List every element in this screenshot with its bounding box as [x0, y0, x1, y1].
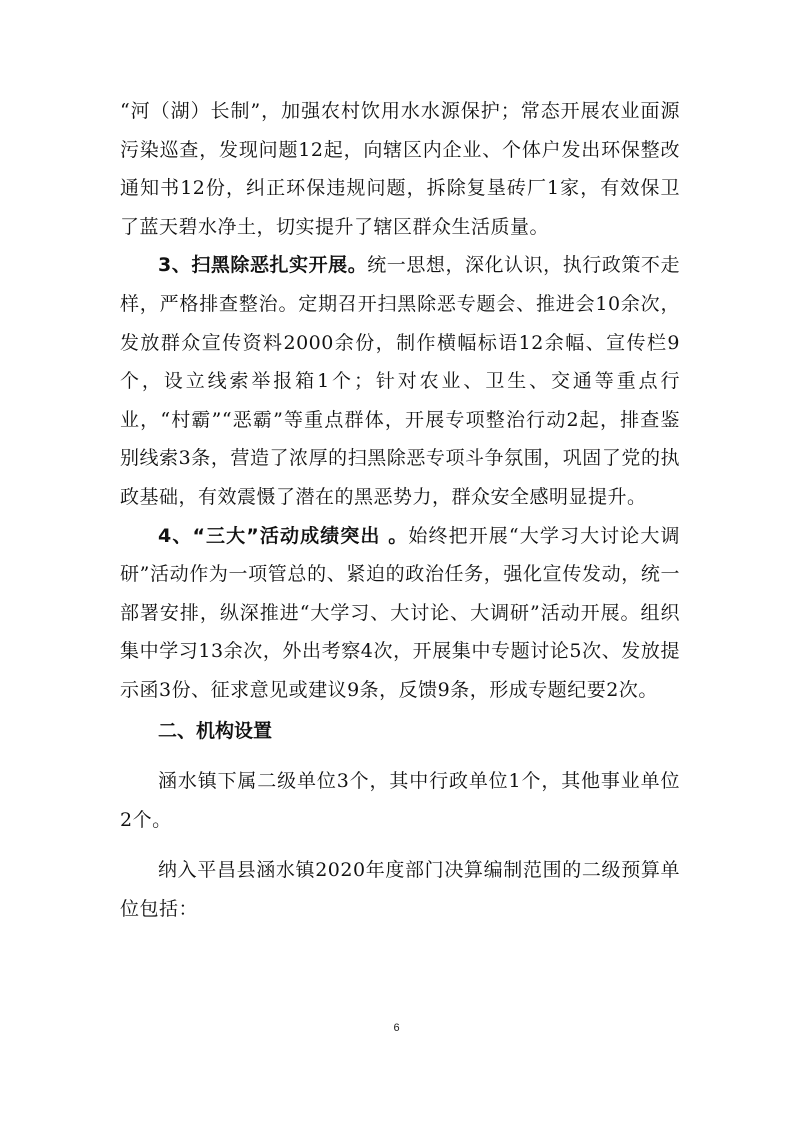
- document-body: [120, 92, 680, 928]
- three-activities-heading: 4、“三大”活动成绩突出 。: [158, 524, 409, 547]
- three-activities-text: 始终把开展“大学习大讨论大调研”活动作为一项管总的、紧迫的政治任务，强化宣传发动，统一部署安排，纵深推进“大学习、大讨论、大调研”活动开展。组织集中学习13余次，外出考察4次，开展集中专题讨论5次、发放提示函3份、征求意见或建议9条，反馈9条，形成专题纪要2次。: [120, 524, 681, 701]
- spacer: [120, 750, 680, 762]
- paragraph-budget-units: 纳入平昌县涵水镇2020年度部门决算编制范围的二级预算单位包括：: [120, 859, 680, 920]
- page-number: 6: [393, 1022, 400, 1034]
- paragraph-environment: [120, 92, 680, 246]
- paragraph-anti-crime: [120, 246, 680, 516]
- section-heading-organization: 二、机构设置: [158, 719, 273, 742]
- spacer: [120, 839, 680, 851]
- paragraph-three-activities: [120, 517, 680, 710]
- paragraph-environment-text: “河（湖）长制”，加强农村饮用水水源保护；常态开展农业面源污染巡查，发现问题12起，向辖区内企业、个体户发出环保整改通知书12份，纠正环保违规问题，拆除复垦砖厂1家，有效保卫了蓝天碧水净土，切实提升了辖区群众生活质量。: [120, 100, 680, 238]
- anti-crime-heading: 3、扫黑除恶扎实开展。: [158, 254, 368, 277]
- anti-crime-text: 统一思想，深化认识，执行政策不走样，严格排查整治。定期召开扫黑除恶专题会、推进会10余次，发放群众宣传资料2000余份，制作横幅标语12余幅、宣传栏9个，设立线索举报箱1个；针对农业、卫生、交通等重点行业，“村霸”“恶霸”等重点群体，开展专项整治行动2起，排查鉴别线索3条，营造了浓厚的扫黑除恶专项斗争氛围，巩固了党的执政基础，有效震慑了潜在的黑恶势力，群众安全感明显提升。: [120, 254, 680, 508]
- paragraph-subordinate-units: 涵水镇下属二级单位3个，其中行政单位1个，其他事业单位2个。: [120, 770, 680, 831]
